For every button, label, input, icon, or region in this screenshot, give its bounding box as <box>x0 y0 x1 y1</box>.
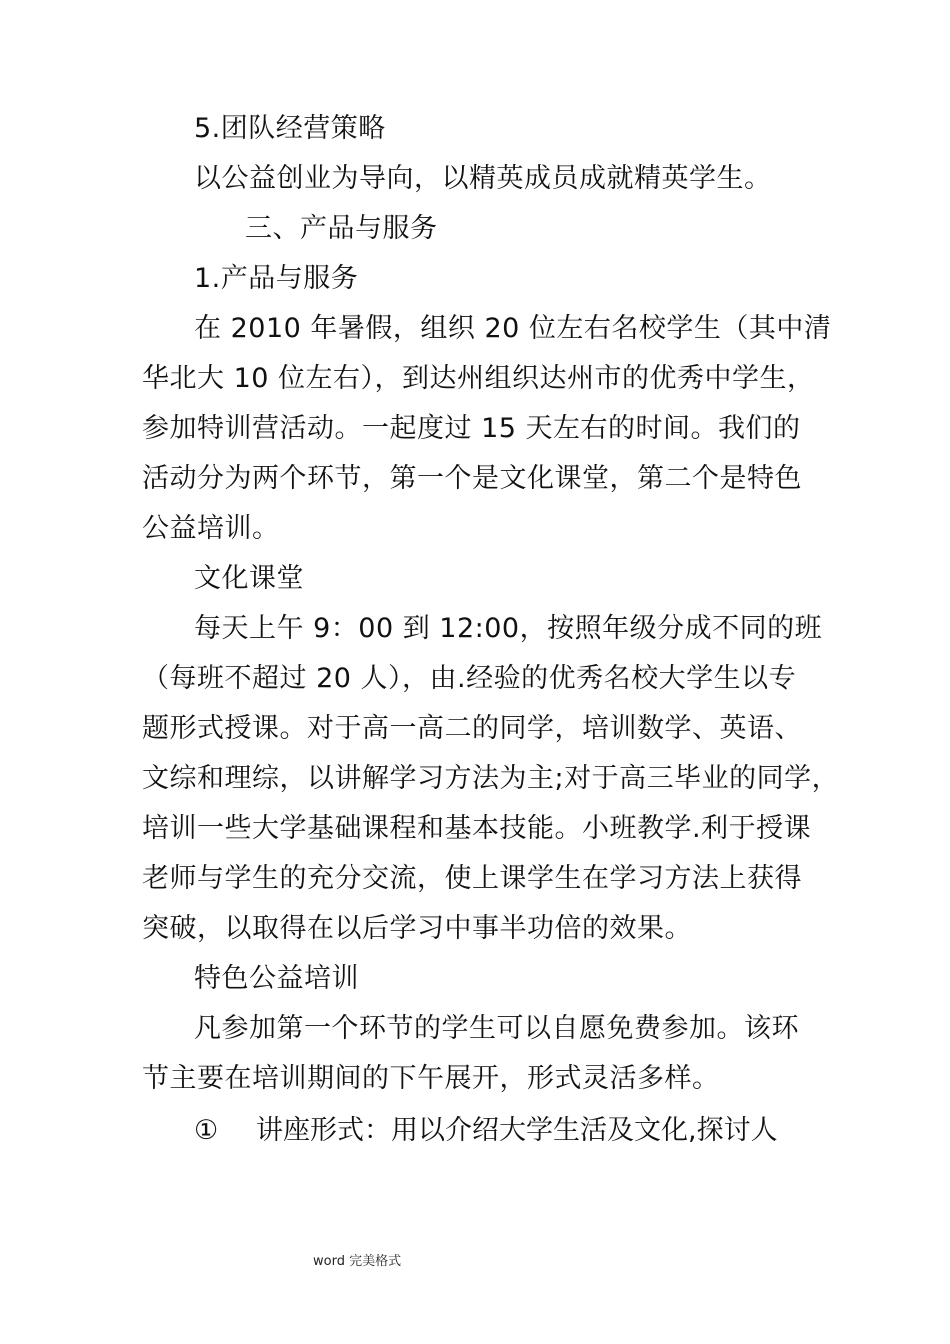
subsection-heading: 文化课堂 <box>194 563 304 594</box>
paragraph-line: 参加特训营活动。一起度过 15 天左右的时间。我们的 <box>142 413 801 444</box>
list-item <box>194 1106 778 1156</box>
paragraph-line: 老师与学生的充分交流，使上课学生在学习方法上获得 <box>142 863 802 894</box>
paragraph-line: 以公益创业为导向，以精英成员成就精英学生。 <box>194 163 772 194</box>
paragraph-line: 公益培训。 <box>142 513 280 544</box>
paragraph-line: 题形式授课。对于高一高二的同学，培训数学、英语、 <box>142 713 802 744</box>
section-heading: 1.产品与服务 <box>194 263 359 294</box>
paragraph-line: 培训一些大学基础课程和基本技能。小班教学.利于授课 <box>142 813 812 844</box>
paragraph-line: 突破，以取得在以后学习中事半功倍的效果。 <box>142 913 692 944</box>
paragraph-line: （每班不超过 20 人），由.经验的优秀名校大学生以专 <box>142 663 797 694</box>
paragraph-line: 凡参加第一个环节的学生可以自愿免费参加。该环 <box>194 1013 799 1044</box>
chapter-heading: 三、产品与服务 <box>245 213 438 244</box>
paragraph-line: 活动分为两个环节，第一个是文化课堂，第二个是特色 <box>142 463 802 494</box>
paragraph-line: 每天上午 9：00 到 12:00，按照年级分成不同的班 <box>194 613 823 644</box>
paragraph-line: 文综和理综，以讲解学习方法为主;对于高三毕业的同学， <box>142 763 840 794</box>
page-footer: word 完美格式 <box>313 1254 402 1269</box>
list-item-text: 讲座形式：用以介绍大学生活及文化,探讨人 <box>256 1115 778 1146</box>
list-marker: ① <box>194 1115 219 1146</box>
paragraph-line: 华北大 10 位左右），到达州组织达州市的优秀中学生， <box>142 363 815 394</box>
paragraph-line: 节主要在培训期间的下午展开，形式灵活多样。 <box>142 1063 720 1094</box>
paragraph-line: 在 2010 年暑假，组织 20 位左右名校学生（其中清 <box>194 313 832 344</box>
subsection-heading: 特色公益培训 <box>194 963 359 994</box>
section-heading: 5.团队经营策略 <box>194 113 386 144</box>
